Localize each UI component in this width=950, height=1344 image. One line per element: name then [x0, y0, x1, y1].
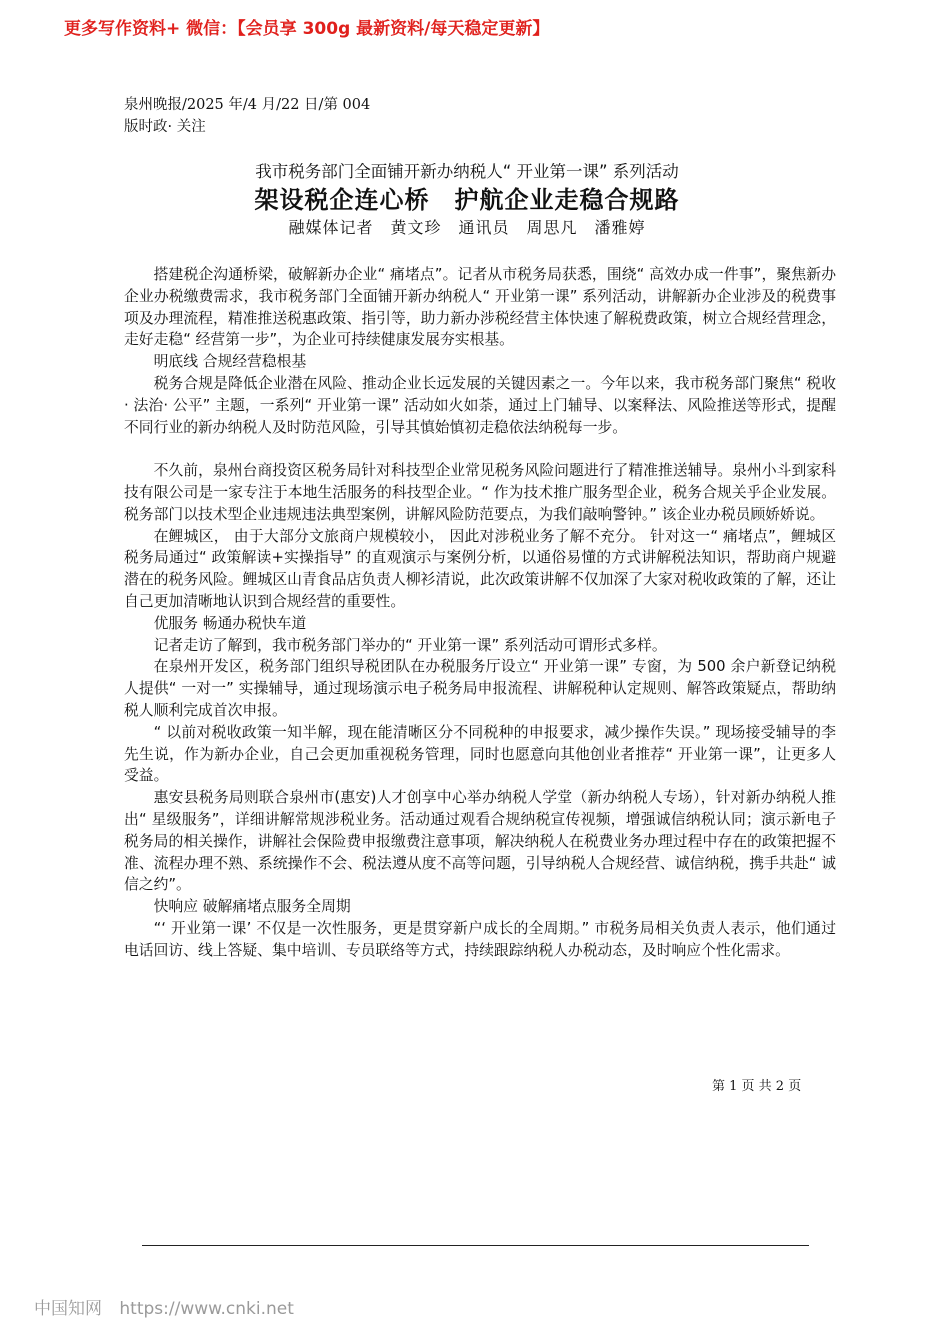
paragraph: 搭建税企沟通桥梁，破解新办企业“ 痛堵点”。记者从市税务局获悉，围绕“ 高效办成一件事”，聚焦新办企业办税缴费需求，我市税务部门全面铺开新办纳税人“ 开业第一课” 系列活动，讲解新办企业涉及的税费事项及办理流程，精准推送税惠政策、指引等，助力新办涉税经营主体快速了解税费政策，树立合规经营理念，走好走稳“ 经营第一步”，为企业可持续健康发展夯实根基。 — [124, 266, 836, 349]
section-line: 版时政· 关注 — [124, 119, 206, 135]
promo-banner: 更多写作资料+ 微信：【会员享 300g 最新资料/每天稳定更新】 — [64, 19, 550, 39]
paragraph: 在泉州开发区，税务部门组织导税团队在办税服务厅设立“ 开业第一课” 专窗，为 500 余户新登记纳税人提供“ 一对一” 实操辅导，通过现场演示电子税务局申报流程、讲解税种认定规则、解答政策疑点，帮助纳税人顺利完成首次申报。 — [124, 658, 836, 719]
cnki-watermark — [34, 1294, 294, 1319]
paragraph: 不久前，泉州台商投资区税务局针对科技型企业常见税务风险问题进行了精准推送辅导。泉州小斗到家科技有限公司是一家专注于本地生活服务的科技型企业。“ 作为技术推广服务型企业，税务合规关乎企业发展。税务部门以技术型企业违规违法典型案例，讲解风险防范要点，为我们敲响警钟。” 该企业办税员顾娇娇说。 — [124, 462, 836, 523]
watermark-name: 中国知网 — [34, 1299, 102, 1319]
paragraph: 税务合规是降低企业潜在风险、推动企业长远发展的关键因素之一。今年以来，我市税务部门聚焦“ 税收· 法治· 公平” 主题，一系列“ 开业第一课” 活动如火如荼，通过上门辅导、以案释法、风险推送等形式，提醒不同行业的新办纳税人及时防范风险，引导其慎始慎初走稳依法纳税每一步。 — [124, 374, 836, 436]
article-title: 架设税企连心桥 护航企业走稳合规路 — [254, 186, 680, 214]
section-heading: 优服务 畅通办税快车道 — [153, 614, 307, 632]
paragraph: 惠安县税务局则联合泉州市(惠安)人才创享中心举办纳税人学堂（新办纳税人专场），针对新办纳税人推出“ 星级服务”，详细讲解常规涉税业务。活动通过观看合规纳税宣传视频，增强诚信纳税认同；演示新电子税务局的相关操作，讲解社会保险费申报缴费注意事项，解决纳税人在税费业务办理过程中存在的政策把握不准、流程办理不熟、系统操作不会、税法遵从度不高等问题，引导纳税人合规经营、诚信纳税，携手共赴“ 诚信之约”。 — [124, 789, 836, 894]
page-number: 第 1 页 共 2 页 — [712, 1079, 802, 1094]
paragraph: “ 以前对税收政策一知半解，现在能清晰区分不同税种的申报要求，减少操作失误。” 现场接受辅导的李先生说，作为新办企业，自己会更加重视税务管理，同时也愿意向其他创业者推荐“ 开业第一课”，让更多人受益。 — [124, 723, 836, 785]
blank-line — [124, 438, 836, 460]
article-headings — [124, 160, 810, 240]
source-meta — [124, 94, 370, 138]
section-heading: 快响应 破解痛堵点服务全周期 — [153, 898, 351, 916]
article-body — [124, 264, 836, 962]
section-heading: 明底线 合规经营稳根基 — [153, 353, 307, 371]
paragraph: 记者走访了解到，我市税务部门举办的“ 开业第一课” 系列活动可谓形式多样。 — [153, 636, 667, 654]
paragraph: “‘ 开业第一课’ 不仅是一次性服务，更是贯穿新户成长的全周期。” 市税务局相关负责人表示，他们通过电话回访、线上答疑、集中培训、专员联络等方式，持续跟踪纳税人办税动态，及时响应个性化需求。 — [124, 919, 836, 959]
paragraph: 在鲤城区， 由于大部分文旅商户规模较小， 因此对涉税业务了解不充分。 针对这一“ 痛堵点”，鲤城区税务局通过“ 政策解读+实操指导” 的直观演示与案例分析，以通俗易懂的方式讲解税法知识，帮助商户规避潜在的税务风险。鲤城区山青食品店负责人柳衫清说，此次政策讲解不仅加深了大家对税收政策的了解，还让自己更加清晰地认识到合规经营的重要性。 — [124, 527, 836, 610]
watermark-url: https://www.cnki.net — [119, 1299, 294, 1319]
article-byline: 融媒体记者 黄文珍 通讯员 周思凡 潘雅婷 — [288, 218, 646, 237]
source-line: 泉州晚报/2025 年/4 月/22 日/第 004 — [124, 97, 371, 113]
article-subtitle: 我市税务部门全面铺开新办纳税人“ 开业第一课” 系列活动 — [255, 162, 679, 181]
footer-divider — [142, 1245, 809, 1246]
